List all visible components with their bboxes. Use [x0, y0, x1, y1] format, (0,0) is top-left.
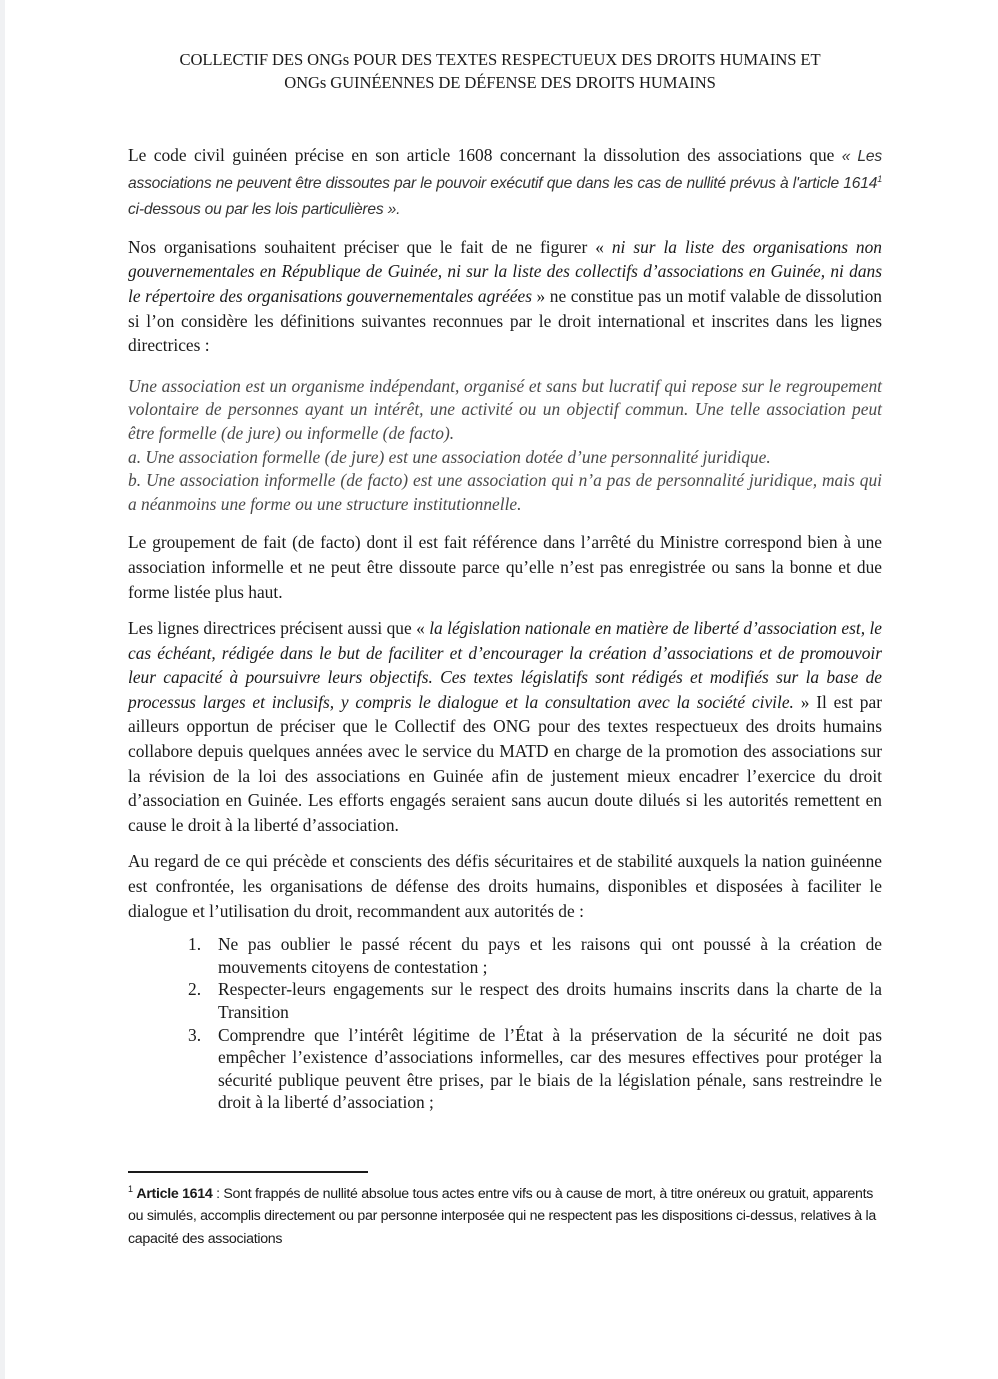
definitions-block [128, 375, 882, 517]
list-item-text: Respecter-leurs engagements sur le respect des droits humains inscrits dans la charte de la Transition [218, 979, 882, 1022]
title-line-2: ONGs GUINÉENNES DE DÉFENSE DES DROITS HUMAINS [284, 73, 716, 92]
paragraph-recommendations-intro: Au regard de ce qui précède et conscients des défis sécuritaires et de stabilité auxquels la nation guinéenne est confrontée, les organisations de défense des droits humains, disponibles et disposées à faciliter le dialogue et l’utilisation du droit, recommandent aux autorités de : [128, 851, 882, 921]
definition-association: Une association est un organisme indépendant, organisé et sans but lucratif qui repose sur le regroupement volontaire de personnes ayant un intérêt, une activité ou un objectif commun. Une telle association peut être formelle (de jure) ou informelle (de facto). [128, 375, 882, 443]
footnote-marker: 1 [128, 1184, 133, 1194]
list-item-text: Ne pas oublier le passé récent du pays et les raisons qui ont poussé à la création de mouvements citoyens de contestation ; [218, 934, 882, 977]
list-item [128, 978, 882, 1023]
paragraph-civil-code [128, 143, 882, 223]
paragraph-intro: Nos organisations souhaitent préciser que le fait de ne figurer « [128, 236, 612, 257]
footnote [128, 1183, 884, 1250]
quote-text: « Les associations ne peuvent être dissoutes par le pouvoir exécutif que dans les cas de nullité prévus à l'article 1614 [128, 148, 882, 192]
paragraph-guidelines [128, 616, 882, 837]
list-item [128, 933, 882, 978]
document-body [128, 143, 882, 1114]
list-item [128, 1024, 882, 1114]
paragraph-intro: Le code civil guinéen précise en son article 1608 concernant la dissolution des associations que [128, 145, 835, 165]
footnote-separator [128, 1171, 368, 1173]
list-item-text: Comprendre que l’intérêt légitime de l’État à la préservation de la sécurité ne doit pas empêcher l’existence d’associations informelles, car des mesures effectives pour protéger la sécurité publique peuvent être prises, par le biais de la législation pénale, sans restreindre le droit à la liberté d’association ; [218, 1024, 882, 1113]
footnote-reference[interactable]: 1 [877, 173, 882, 184]
list-item-number: 1. [188, 934, 202, 955]
footnote-label: Article 1614 [136, 1186, 213, 1202]
definition-informal: b. Une association informelle (de facto) est une association qui n’a pas de personnalité juridique, mais qui a néanmoins une forme ou une structure institutionnelle. [128, 470, 882, 514]
recommendations-list [128, 933, 882, 1114]
footnote-text: : Sont frappés de nullité absolue tous actes entre vifs ou à cause de mort, à titre onéreux ou gratuit, apparents ou simulés, accomplis directement ou par personne interposée qui ne respectent pas les dispositions ci-dessus, relatives à la capacité des associations [128, 1186, 876, 1247]
paragraph-intro: Les lignes directrices précisent aussi que « [128, 618, 430, 639]
list-item-number: 2. [188, 979, 202, 1000]
paragraph-de-facto-group: Le groupement de fait (de facto) dont il est fait référence dans l’arrêté du Ministre correspond bien à une association informelle et ne peut être dissoute parce qu’elle n’est pas enregistrée ou sans la bonne et due forme listée plus haut. [128, 532, 882, 602]
paragraph-rest: » ne constitue pas un motif valable de dissolution si l’on considère les définitions suivantes reconnues par le droit international et inscrites dans les lignes directrices : [128, 285, 882, 356]
definition-formal: a. Une association formelle (de jure) est une association dotée d’une personnalité juridique. [128, 446, 771, 467]
title-line-1: COLLECTIF DES ONGs POUR DES TEXTES RESPECTUEUX DES DROITS HUMAINS ET [179, 50, 821, 69]
list-item-number: 3. [188, 1024, 202, 1045]
document-title [100, 48, 900, 94]
paragraph-quote: ni sur la liste des organisations non gouvernementales en République de Guinée, ni sur la liste des collectifs d’associations en Guinée, ni dans le répertoire des organisations gouvernementales agréées [128, 236, 882, 306]
paragraph-organisations [128, 235, 882, 358]
quote-text-end: ci-dessous ou par les lois particulières ». [128, 201, 401, 219]
paragraph-quote: la législation nationale en matière de liberté d’association est, le cas échéant, rédigée dans le but de faciliter et d’encourager la création d’associations et de promouvoir leur capacité à poursuivre leurs objectifs. Ces textes législatifs sont rédigés et modifiés sur la base de processus larges et inclusifs, y compris le dialogue et la consultation avec la société civile. [128, 618, 883, 712]
paragraph-rest: » Il est par ailleurs opportun de préciser que le Collectif des ONG pour des textes respectueux des droits humains collabore depuis quelques années avec le service du MATD en charge de la promotion des associations sur la révision de la loi des associations en Guinée afin de justement mieux encadrer l’exercice du droit d’association en Guinée. Les efforts engagés seraient sans aucun doute dilués si les autorités remettent en cause le droit à la liberté d’association. [128, 691, 882, 835]
